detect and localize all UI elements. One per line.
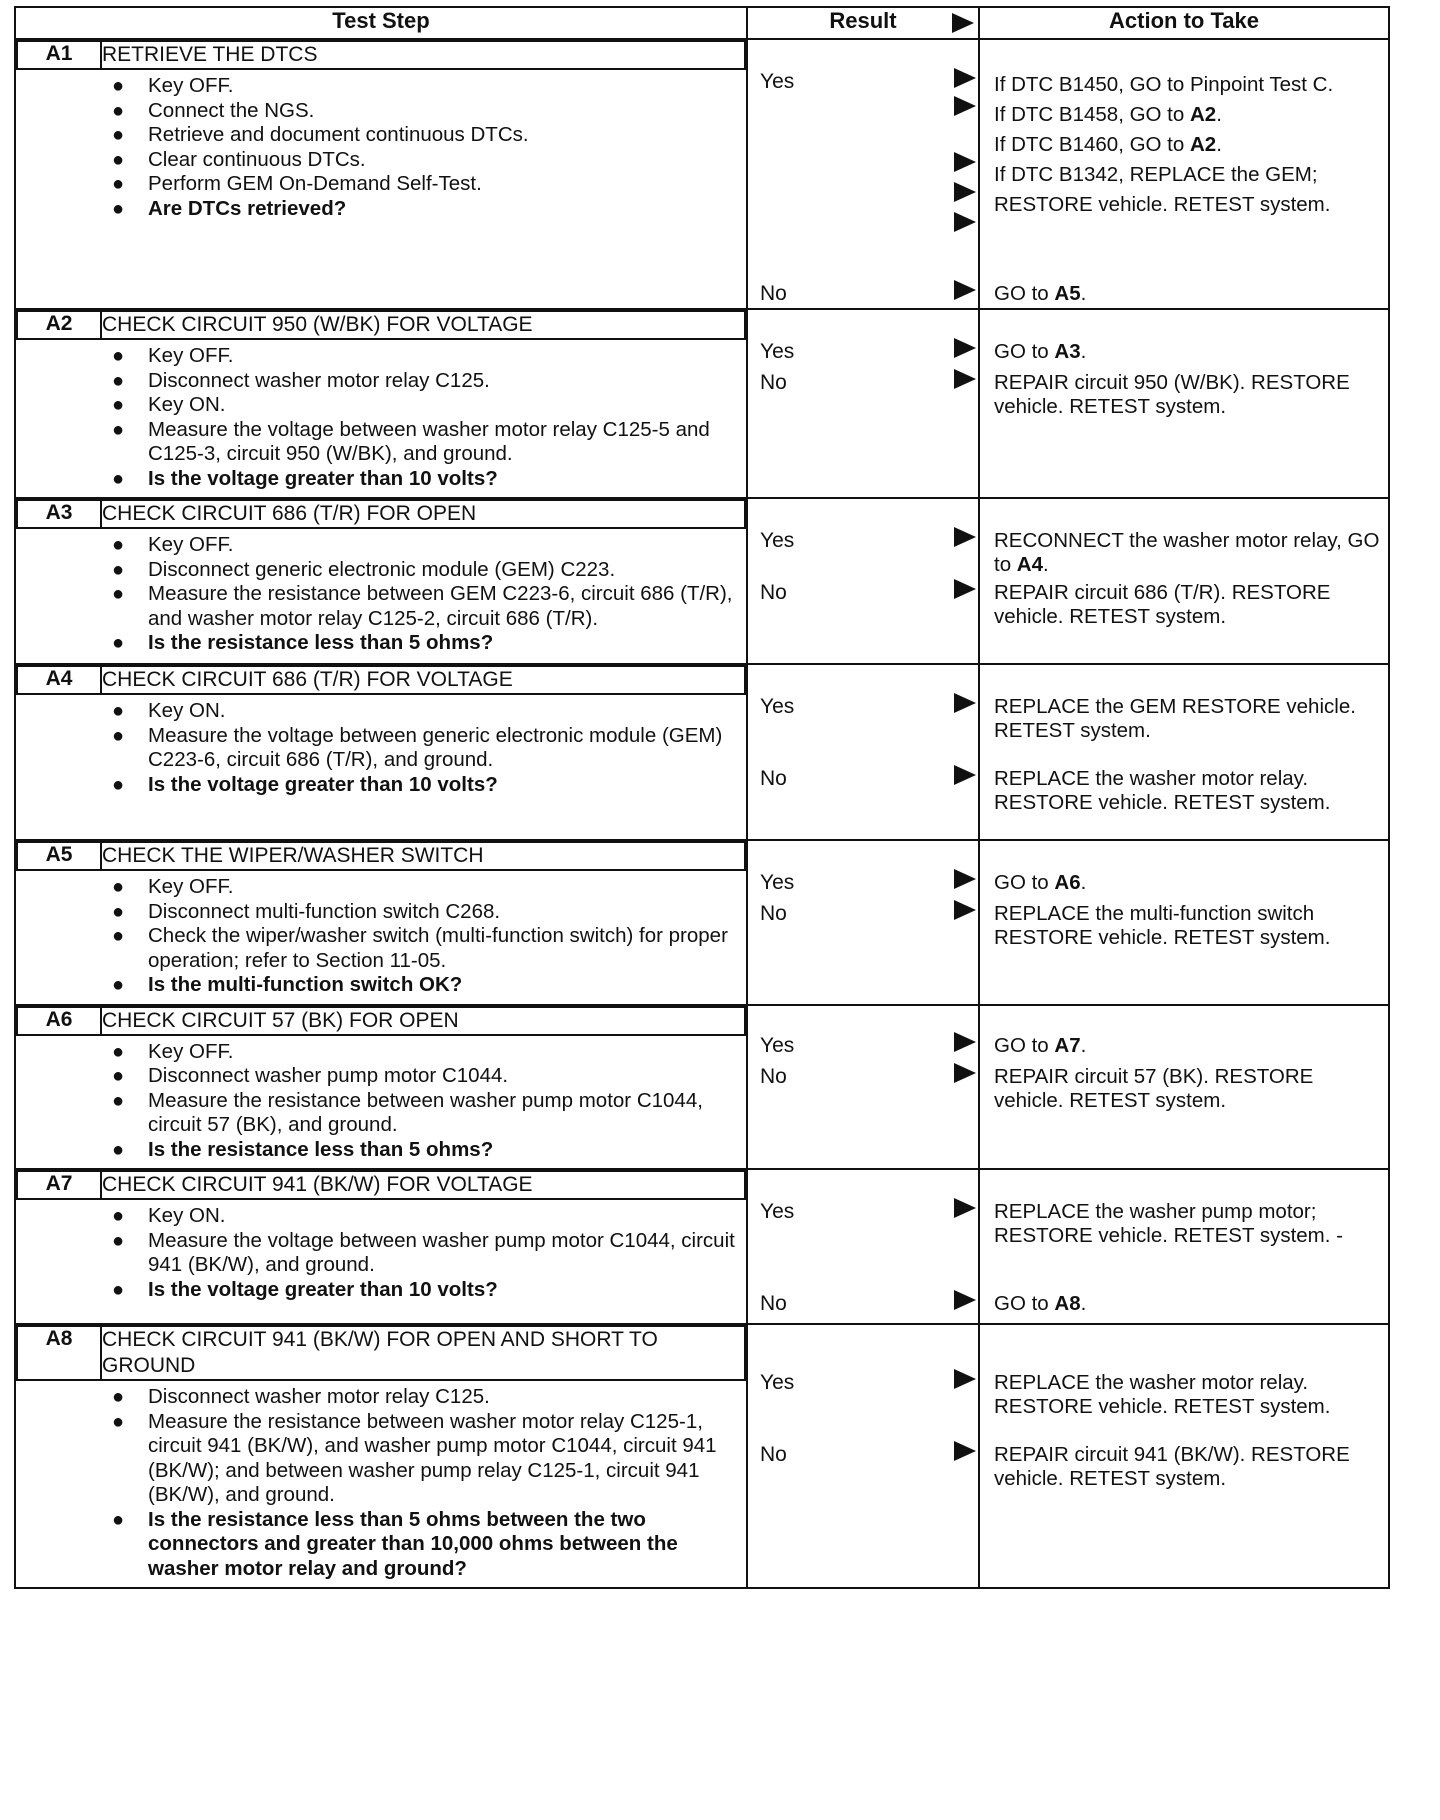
- action-text: [994, 902, 1382, 950]
- step-title: CHECK CIRCUIT 686 (T/R) FOR VOLTAGE: [101, 666, 745, 694]
- step-title: CHECK CIRCUIT 941 (BK/W) FOR OPEN AND SHORT TO GROUND: [101, 1326, 745, 1380]
- arrow-right-icon: [954, 182, 976, 202]
- bullet-icon: ●: [112, 124, 125, 146]
- step-instructions: [16, 70, 746, 227]
- arrow-right-icon: [954, 280, 976, 300]
- list-item: [16, 699, 736, 724]
- question-text: Is the multi-function switch OK?: [148, 973, 463, 996]
- step-header: [16, 1006, 746, 1036]
- instruction-text: Measure the resistance between washer pump motor C1044, circuit 57 (BK), and ground.: [148, 1088, 703, 1136]
- action-cell: [979, 1169, 1389, 1324]
- result-no: No: [760, 371, 787, 394]
- arrow-right-icon: [954, 1198, 976, 1218]
- step-header: [16, 1325, 746, 1381]
- action-text: [994, 695, 1382, 743]
- step-header: [16, 40, 746, 70]
- step-reference: A8: [1054, 1292, 1081, 1315]
- action-fragment: REPAIR circuit 686 (T/R). RESTORE vehicle. RETEST system.: [994, 581, 1331, 628]
- instruction-text: Key ON.: [148, 699, 226, 722]
- table-row: [15, 309, 1389, 498]
- bullet-icon: ●: [112, 148, 125, 171]
- step-id: A1: [17, 41, 101, 69]
- step-header: [16, 841, 746, 871]
- table-row: [15, 840, 1389, 1005]
- result-no: No: [760, 767, 787, 790]
- action-fragment: .: [1080, 282, 1087, 305]
- result-cell: [747, 1324, 979, 1588]
- step-question: [16, 467, 736, 492]
- action-text: [994, 371, 1382, 419]
- list-item: [16, 533, 736, 558]
- bullet-icon: ●: [112, 173, 125, 195]
- list-item: [16, 344, 736, 369]
- step-id: A3: [17, 500, 101, 528]
- step-title: CHECK CIRCUIT 941 (BK/W) FOR VOLTAGE: [101, 1171, 745, 1199]
- arrow-right-icon: [954, 869, 976, 889]
- step-reference: A4: [1016, 553, 1044, 576]
- list-item: [16, 99, 736, 124]
- step-id: A4: [17, 666, 101, 694]
- result-cell: [747, 309, 979, 498]
- bullet-icon: ●: [112, 1386, 125, 1408]
- result-yes: Yes: [760, 871, 795, 894]
- action-text: [994, 1034, 1382, 1058]
- bullet-icon: ●: [112, 925, 125, 947]
- instruction-text: Key OFF.: [148, 875, 234, 898]
- instruction-text: Disconnect washer pump motor C1044.: [148, 1064, 509, 1087]
- bullet-icon: ●: [112, 1089, 125, 1112]
- arrow-right-icon: [954, 1441, 976, 1461]
- bullet-icon: ●: [112, 1040, 125, 1063]
- result-no: No: [760, 902, 787, 925]
- result-cell: [747, 840, 979, 1005]
- bullet-icon: ●: [112, 724, 125, 747]
- step-id: A2: [17, 311, 101, 339]
- bullet-icon: ●: [112, 974, 125, 996]
- action-fragment: .: [1080, 1292, 1087, 1315]
- instruction-text: Measure the voltage between washer motor relay C125-5 and C125-3, circuit 950 (W/BK), and ground.: [148, 417, 710, 465]
- action-fragment: RECONNECT the washer motor relay, GO to: [994, 529, 1380, 576]
- step-title: CHECK CIRCUIT 686 (T/R) FOR OPEN: [101, 500, 745, 528]
- list-item: [16, 123, 736, 148]
- result-cell: [747, 664, 979, 840]
- step-reference: A7: [1054, 1033, 1081, 1057]
- bullet-icon: ●: [112, 1229, 125, 1252]
- result-yes: Yes: [760, 529, 795, 552]
- instruction-text: Key OFF.: [148, 74, 234, 97]
- bullet-icon: ●: [112, 197, 125, 220]
- action-fragment: GO to: [994, 340, 1055, 363]
- instruction-text: Key OFF.: [148, 344, 234, 367]
- list-item: [16, 74, 736, 99]
- list-item: [16, 1385, 736, 1410]
- test-step-cell: [15, 498, 747, 664]
- step-question: [16, 1278, 736, 1303]
- step-question: [16, 1508, 736, 1582]
- arrow-right-icon: [954, 152, 976, 172]
- bullet-icon: ●: [112, 418, 125, 441]
- action-fragment: GO to: [994, 282, 1055, 305]
- instruction-text: Clear continuous DTCs.: [148, 147, 366, 171]
- instruction-text: Key ON.: [148, 393, 226, 416]
- instruction-text: Disconnect washer motor relay C125.: [148, 368, 490, 392]
- list-item: [16, 172, 736, 197]
- instruction-text: Retrieve and document continuous DTCs.: [148, 123, 529, 146]
- question-text: Is the resistance less than 5 ohms?: [148, 631, 494, 654]
- result-cell: [747, 1169, 979, 1324]
- action-fragment: If DTC B1458, GO to: [994, 103, 1190, 126]
- step-title: RETRIEVE THE DTCS: [101, 41, 745, 69]
- arrow-right-icon: [954, 212, 976, 232]
- step-instructions: [16, 1200, 746, 1308]
- action-text: [994, 282, 1382, 306]
- action-fragment: .: [1216, 133, 1222, 156]
- bullet-icon: ●: [112, 876, 125, 898]
- list-item: [16, 369, 736, 394]
- step-reference: A5: [1054, 282, 1081, 305]
- action-cell: [979, 1005, 1389, 1170]
- list-item: [16, 393, 736, 418]
- instruction-text: Measure the resistance between GEM C223-6, circuit 686 (T/R), and washer motor relay C125-2, circuit 686 (T/R).: [148, 582, 733, 630]
- list-item: [16, 1064, 736, 1089]
- instruction-text: Disconnect multi-function switch C268.: [148, 899, 501, 923]
- step-id: A6: [17, 1007, 101, 1035]
- result-no: No: [760, 282, 787, 305]
- bullet-icon: ●: [112, 1508, 125, 1531]
- test-step-cell: [15, 664, 747, 840]
- step-question: [16, 773, 736, 798]
- question-text: Is the voltage greater than 10 volts?: [148, 466, 498, 490]
- action-fragment: If DTC B1450, GO to Pinpoint Test C.: [994, 73, 1334, 96]
- action-text: [994, 1443, 1382, 1491]
- arrow-right-icon: [954, 1369, 976, 1389]
- result-yes: Yes: [760, 1371, 795, 1394]
- action-fragment: If DTC B1342, REPLACE the GEM; RESTORE vehicle. RETEST system.: [994, 163, 1331, 216]
- action-fragment: REPLACE the washer motor relay. RESTORE vehicle. RETEST system.: [994, 1371, 1331, 1418]
- step-reference: A3: [1054, 340, 1081, 363]
- action-fragment: REPLACE the washer motor relay. RESTORE vehicle. RETEST system.: [994, 767, 1331, 814]
- bullet-icon: ●: [112, 700, 125, 722]
- bullet-icon: ●: [112, 369, 125, 392]
- list-item: [16, 418, 736, 467]
- result-yes: Yes: [760, 340, 795, 363]
- step-reference: A2: [1189, 103, 1217, 126]
- instruction-text: Disconnect washer motor relay C125.: [148, 1385, 490, 1408]
- instruction-text: Measure the resistance between washer motor relay C125-1, circuit 941 (BK/W), and washer pump motor C1044, circuit 941 (BK/W); and between washer pump relay C125-1, circuit 941 (BK/W), and ground.: [148, 1409, 717, 1506]
- instruction-text: Perform GEM On-Demand Self-Test.: [148, 172, 482, 195]
- step-title: CHECK THE WIPER/WASHER SWITCH: [101, 842, 745, 870]
- question-text: Is the voltage greater than 10 volts?: [148, 772, 498, 796]
- bullet-icon: ●: [112, 394, 125, 416]
- list-item: [16, 724, 736, 773]
- step-question: [16, 631, 736, 656]
- bullet-icon: ●: [112, 1138, 125, 1161]
- arrow-right-icon: [954, 1290, 976, 1310]
- action-fragment: REPAIR circuit 950 (W/BK). RESTORE vehicle. RETEST system.: [994, 371, 1350, 418]
- action-fragment: REPLACE the washer pump motor; RESTORE vehicle. RETEST system. -: [994, 1200, 1343, 1247]
- table-row: [15, 498, 1389, 664]
- action-cell: [979, 840, 1389, 1005]
- bullet-icon: ●: [112, 75, 125, 97]
- table-row: [15, 1169, 1389, 1324]
- action-fragment: GO to: [994, 871, 1055, 894]
- action-fragment: .: [1080, 871, 1087, 894]
- action-text: [994, 581, 1382, 629]
- test-step-cell: [15, 840, 747, 1005]
- header-action: Action to Take: [979, 7, 1389, 39]
- action-fragment: REPLACE the GEM RESTORE vehicle. RETEST system.: [994, 695, 1356, 742]
- action-cell: [979, 309, 1389, 498]
- action-cell: [979, 1324, 1389, 1588]
- action-text: [994, 529, 1382, 577]
- bullet-icon: ●: [112, 99, 125, 122]
- arrow-right-icon: [954, 693, 976, 713]
- list-item: [16, 1089, 736, 1138]
- arrow-right-icon: [954, 369, 976, 389]
- result-yes: Yes: [760, 1200, 795, 1223]
- action-cell: [979, 39, 1389, 309]
- instruction-text: Disconnect generic electronic module (GEM) C223.: [148, 557, 616, 581]
- list-item: [16, 900, 736, 925]
- action-fragment: GO to: [994, 1033, 1055, 1057]
- step-header: [16, 499, 746, 529]
- table-row: [15, 664, 1389, 840]
- bullet-icon: ●: [112, 1065, 125, 1087]
- header-result: [747, 7, 979, 39]
- list-item: [16, 924, 736, 973]
- bullet-icon: ●: [112, 558, 125, 581]
- action-fragment: REPAIR circuit 57 (BK). RESTORE vehicle. RETEST system.: [994, 1064, 1314, 1112]
- instruction-text: Measure the voltage between washer pump motor C1044, circuit 941 (BK/W), and ground.: [148, 1228, 735, 1276]
- step-reference: A2: [1189, 133, 1217, 156]
- test-step-cell: [15, 309, 747, 498]
- bullet-icon: ●: [112, 1278, 125, 1301]
- instruction-text: Key ON.: [148, 1204, 226, 1227]
- result-no: No: [760, 1292, 787, 1315]
- test-step-cell: [15, 1324, 747, 1588]
- test-step-cell: [15, 1169, 747, 1324]
- list-item: [16, 558, 736, 583]
- result-yes: Yes: [760, 70, 795, 93]
- table-row: [15, 1005, 1389, 1170]
- question-text: Is the resistance less than 5 ohms between the two connectors and greater than 10,000 ohms between the washer motor relay and ground?: [148, 1507, 678, 1580]
- step-id: A8: [17, 1326, 101, 1380]
- arrow-right-icon: [952, 13, 974, 33]
- bullet-icon: ●: [112, 1410, 125, 1433]
- action-fragment: REPAIR circuit 941 (BK/W). RESTORE vehicle. RETEST system.: [994, 1443, 1350, 1490]
- question-text: Are DTCs retrieved?: [148, 196, 347, 220]
- instruction-text: Connect the NGS.: [148, 98, 315, 122]
- list-item: [16, 1204, 736, 1229]
- table-row: [15, 39, 1389, 309]
- instruction-text: Measure the voltage between generic electronic module (GEM) C223-6, circuit 686 (T/R), and ground.: [148, 723, 723, 771]
- step-title: CHECK CIRCUIT 57 (BK) FOR OPEN: [101, 1007, 745, 1035]
- instruction-text: Key OFF.: [148, 1039, 234, 1063]
- action-fragment: .: [1216, 103, 1222, 126]
- result-no: No: [760, 581, 787, 604]
- step-instructions: [16, 871, 746, 1004]
- question-text: Is the resistance less than 5 ohms?: [148, 1137, 494, 1161]
- arrow-right-icon: [954, 1063, 976, 1083]
- step-instructions: [16, 695, 746, 803]
- action-fragment: .: [1043, 553, 1049, 576]
- action-fragment: If DTC B1460, GO to: [994, 133, 1190, 156]
- header-result-label: Result: [829, 8, 897, 33]
- header-test-step: Test Step: [15, 7, 747, 39]
- result-cell: [747, 1005, 979, 1170]
- step-instructions: [16, 529, 746, 662]
- action-cell: [979, 498, 1389, 664]
- step-instructions: [16, 1381, 746, 1587]
- step-id: A5: [17, 842, 101, 870]
- arrow-right-icon: [954, 900, 976, 920]
- action-text: [994, 1292, 1382, 1316]
- bullet-icon: ●: [112, 583, 125, 605]
- action-text: [994, 871, 1382, 895]
- test-step-cell: [15, 39, 747, 309]
- arrow-right-icon: [954, 68, 976, 88]
- arrow-right-icon: [954, 338, 976, 358]
- action-fragment: .: [1080, 340, 1087, 363]
- step-header: [16, 665, 746, 695]
- action-fragment: .: [1080, 1033, 1087, 1057]
- bullet-icon: ●: [112, 534, 125, 556]
- question-text: Is the voltage greater than 10 volts?: [148, 1277, 498, 1301]
- arrow-right-icon: [954, 96, 976, 116]
- step-instructions: [16, 1036, 746, 1169]
- action-text: [994, 767, 1382, 815]
- bullet-icon: ●: [112, 345, 125, 367]
- action-text: [994, 70, 1382, 220]
- action-cell: [979, 664, 1389, 840]
- result-cell: [747, 39, 979, 309]
- result-yes: Yes: [760, 695, 795, 718]
- action-fragment: GO to: [994, 1292, 1055, 1315]
- action-fragment: REPLACE the multi-function switch RESTORE vehicle. RETEST system.: [994, 902, 1331, 949]
- arrow-right-icon: [954, 527, 976, 547]
- arrow-right-icon: [954, 579, 976, 599]
- instruction-text: Check the wiper/washer switch (multi-function switch) for proper operation; refer to Section 11-05.: [148, 924, 728, 972]
- instruction-text: Key OFF.: [148, 533, 234, 556]
- step-reference: A6: [1054, 871, 1081, 894]
- action-text: [994, 1200, 1382, 1248]
- list-item: [16, 582, 736, 631]
- list-item: [16, 148, 736, 173]
- bullet-icon: ●: [112, 467, 125, 490]
- pinpoint-test-page: [14, 6, 1388, 1589]
- table-row: [15, 1324, 1389, 1588]
- bullet-icon: ●: [112, 773, 125, 796]
- result-no: No: [760, 1443, 787, 1466]
- step-question: [16, 973, 736, 998]
- action-text: [994, 340, 1382, 364]
- step-id: A7: [17, 1171, 101, 1199]
- result-yes: Yes: [760, 1033, 795, 1057]
- step-instructions: [16, 340, 746, 497]
- bullet-icon: ●: [112, 1205, 125, 1227]
- list-item: [16, 1040, 736, 1065]
- test-step-cell: [15, 1005, 747, 1170]
- action-text: [994, 1371, 1382, 1419]
- diagnostic-table: [14, 6, 1390, 1589]
- step-header: [16, 1170, 746, 1200]
- arrow-right-icon: [954, 1032, 976, 1052]
- bullet-icon: ●: [112, 900, 125, 923]
- action-text: [994, 1065, 1382, 1113]
- list-item: [16, 1229, 736, 1278]
- result-cell: [747, 498, 979, 664]
- step-question: [16, 1138, 736, 1163]
- arrow-right-icon: [954, 765, 976, 785]
- step-question: [16, 197, 736, 222]
- step-title: CHECK CIRCUIT 950 (W/BK) FOR VOLTAGE: [101, 311, 745, 339]
- step-header: [16, 310, 746, 340]
- table-header-row: [15, 7, 1389, 39]
- result-no: No: [760, 1064, 787, 1088]
- list-item: [16, 875, 736, 900]
- bullet-icon: ●: [112, 632, 125, 654]
- list-item: [16, 1410, 736, 1508]
